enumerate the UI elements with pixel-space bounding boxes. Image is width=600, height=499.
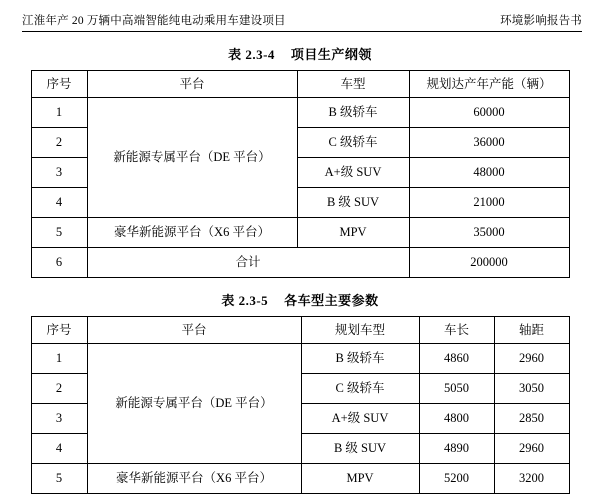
table2-col-length: 车长 (419, 317, 494, 344)
table1-cell-platform-x6: 豪华新能源平台（X6 平台） (87, 218, 297, 248)
table2-cell-no: 5 (31, 464, 87, 494)
table2-cell-model: B 级轿车 (301, 344, 419, 374)
table1-cell-model: A+级 SUV (297, 158, 409, 188)
table2-caption-number: 表 2.3-5 (221, 293, 269, 308)
header-divider (22, 31, 582, 32)
table2-col-model: 规划车型 (301, 317, 419, 344)
table-header-row (31, 317, 569, 344)
table2-caption-title: 各车型主要参数 (284, 293, 379, 308)
vehicle-parameters-table (31, 316, 570, 494)
table1-cell-no: 1 (31, 98, 87, 128)
table1-col-platform: 平台 (87, 71, 297, 98)
table1-cell-model: B 级 SUV (297, 188, 409, 218)
table2-cell-platform-x6: 豪华新能源平台（X6 平台） (87, 464, 301, 494)
table1-cell-capacity: 60000 (409, 98, 569, 128)
header-document-type: 环境影响报告书 (500, 15, 582, 27)
table1-cell-model: B 级轿车 (297, 98, 409, 128)
table2-caption (0, 290, 600, 309)
table2-cell-no: 3 (31, 404, 87, 434)
table1-cell-no: 3 (31, 158, 87, 188)
table2-cell-model: B 级 SUV (301, 434, 419, 464)
table1-caption (0, 44, 600, 63)
table2-cell-length: 4890 (419, 434, 494, 464)
table2-col-platform: 平台 (87, 317, 301, 344)
table2-cell-wheelbase: 2960 (494, 344, 569, 374)
table2-col-wheelbase: 轴距 (494, 317, 569, 344)
table1-cell-capacity: 36000 (409, 128, 569, 158)
table-row-total (31, 248, 569, 278)
table1-cell-no: 5 (31, 218, 87, 248)
table2-cell-wheelbase: 2850 (494, 404, 569, 434)
table2-cell-length: 4860 (419, 344, 494, 374)
table2-cell-model: C 级轿车 (301, 374, 419, 404)
table1-cell-capacity: 48000 (409, 158, 569, 188)
table-row (31, 344, 569, 374)
table2-cell-wheelbase: 2960 (494, 434, 569, 464)
table1-caption-number: 表 2.3-4 (228, 47, 275, 62)
table1-col-model: 车型 (297, 71, 409, 98)
running-header (0, 0, 600, 31)
table1-cell-no: 6 (31, 248, 87, 278)
production-program-table (31, 70, 570, 278)
table1-cell-model: C 级轿车 (297, 128, 409, 158)
table2-cell-no: 1 (31, 344, 87, 374)
table1-col-no: 序号 (31, 71, 87, 98)
table1-cell-capacity: 35000 (409, 218, 569, 248)
table1-cell-capacity: 21000 (409, 188, 569, 218)
table-row (31, 98, 569, 128)
table1-col-capacity: 规划达产年产能（辆） (409, 71, 569, 98)
table2-cell-no: 4 (31, 434, 87, 464)
table-row (31, 218, 569, 248)
table2-cell-wheelbase: 3200 (494, 464, 569, 494)
table1-cell-total-capacity: 200000 (409, 248, 569, 278)
table2-wrapper (0, 316, 600, 494)
table2-col-no: 序号 (31, 317, 87, 344)
table2-cell-length: 5050 (419, 374, 494, 404)
table2-cell-length: 5200 (419, 464, 494, 494)
table2-cell-length: 4800 (419, 404, 494, 434)
header-project-title: 江淮年产 20 万辆中高端智能纯电动乘用车建设项目 (22, 15, 286, 27)
table2-cell-platform-de: 新能源专属平台（DE 平台） (87, 344, 301, 464)
table2-cell-model: A+级 SUV (301, 404, 419, 434)
table1-cell-no: 4 (31, 188, 87, 218)
table2-cell-model: MPV (301, 464, 419, 494)
table1-caption-title: 项目生产纲领 (290, 47, 372, 62)
table2-cell-wheelbase: 3050 (494, 374, 569, 404)
table-header-row (31, 71, 569, 98)
table2-cell-no: 2 (31, 374, 87, 404)
table1-cell-model: MPV (297, 218, 409, 248)
table1-cell-no: 2 (31, 128, 87, 158)
table1-cell-platform-de: 新能源专属平台（DE 平台） (87, 98, 297, 218)
table1-cell-total-label: 合计 (87, 248, 409, 278)
table-row (31, 464, 569, 494)
